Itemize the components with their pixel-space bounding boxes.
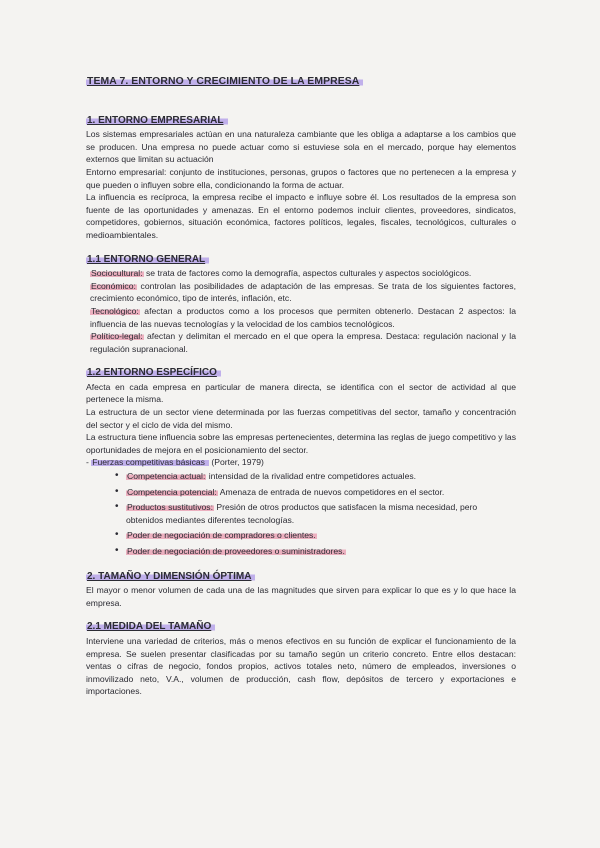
term-highlight: Competencia actual: — [127, 471, 206, 482]
paragraph: La influencia es recíproca, la empresa recibe el impacto e influye sobre él. Los resultados de la empresa son fuente de las oportunidades y amenazas. En el entorno podemos incluir clientes, proveedores, sindicatos, competidores, gobiernos, situación económica, factores políticos, legales, fiscales, tecnológicos, culturales o medioambientales. — [86, 192, 516, 240]
heading-entorno-especifico — [86, 367, 516, 380]
heading-entorno-empresarial — [86, 115, 516, 128]
term-description: Amenaza de entrada de nuevos competidores en el sector. — [217, 486, 445, 497]
term-description: se trata de factores como la demografía, aspectos culturales y aspectos sociológicos. — [143, 268, 472, 279]
term-highlight: Tecnológico: — [91, 305, 139, 316]
heading-medida-tamano — [86, 621, 516, 634]
heading-text: 1.1 ENTORNO GENERAL — [86, 254, 209, 265]
dash: - — [86, 457, 92, 468]
term-highlight: Fuerzas competitivas básicas — [91, 457, 209, 467]
paragraph: Entorno empresarial: conjunto de instituciones, personas, grupos o factores que no pertenecen a la empresa y que pueden o influyen sobre ella, condicionando la forma de actuar. — [86, 166, 516, 190]
forces-line — [86, 456, 516, 469]
term-highlight: Competencia potencial: — [127, 486, 217, 497]
term-highlight: Productos sustitutivos: — [127, 502, 213, 513]
paragraph-economico — [86, 280, 516, 305]
term-highlight: Sociocultural: — [91, 268, 143, 279]
paragraph-tecnologico — [86, 305, 516, 330]
page-title — [86, 76, 516, 89]
title-text: TEMA 7. ENTORNO Y CRECIMIENTO DE LA EMPRESA — [86, 76, 363, 87]
heading-text: 2. TAMAÑO Y DIMENSIÓN ÓPTIMA — [86, 571, 255, 582]
list-item — [126, 529, 516, 542]
term-highlight: Poder de negociación de compradores o clientes. — [127, 530, 316, 541]
term-description: afectan y delimitan el mercado en el que opera la empresa. Destaca: regulación nacional y la regulación supranacional. — [90, 331, 516, 354]
heading-entorno-general — [86, 254, 516, 267]
paragraph: Interviene una variedad de criterios, más o menos efectivos en su función de explicar el funcionamiento de la empresa. Se suelen presentar clasificadas por su tamaño según un criterio concreto. Entre ellos destacan: ventas o cifras de negocio, fondos propios, activos totales neto, número de empleados, inversiones o inmovilizado neto, V.A., volumen de producción, cash flow, depósitos de tercero y exportaciones e importaciones. — [86, 635, 516, 697]
paragraph-politico-legal — [86, 330, 516, 355]
paragraph-sociocultural — [86, 267, 516, 280]
paragraph: El mayor o menor volumen de cada una de las magnitudes que sirven para explicar lo que es y lo que hace la empresa. — [86, 585, 516, 608]
term-description: controlan las posibilidades de adaptación de las empresas. Se trata de los siguientes factores, crecimiento económico, tipo de interés, inflación, etc. — [90, 280, 516, 304]
term-highlight: Económico: — [91, 280, 136, 291]
term-highlight: Político-legal: — [91, 331, 143, 342]
heading-text: 1. ENTORNO EMPRESARIAL — [86, 115, 228, 126]
list-item — [126, 470, 516, 483]
list-item — [126, 545, 516, 558]
heading-text: 2.1 MEDIDA DEL TAMAÑO — [86, 621, 215, 632]
paragraph: La estructura tiene influencia sobre las empresas pertenecientes, determina las reglas de juego competitivo y las oportunidades de mejora en el posicionamiento del sector. — [86, 432, 516, 455]
paragraph: Los sistemas empresariales actúan en una naturaleza cambiante que les obliga a adaptarse a los cambios que se producen. Una empresa no puede actuar como si estuviese sola en el mercado, porque hay elementos externos que limitan su actuación — [86, 129, 516, 165]
paragraph: Afecta en cada empresa en particular de manera directa, se identifica con el sector de actividad al que pertenece la misma. — [86, 381, 516, 405]
paragraph: La estructura de un sector viene determinada por las fuerzas competitivas del sector, tamaño y concentración del sector y el ciclo de vida del mismo. — [86, 407, 516, 430]
list-item — [126, 486, 516, 499]
forces-list — [86, 470, 516, 558]
heading-tamano-dimension — [86, 571, 516, 584]
term-description: Presión de otros productos que satisfacen la misma necesidad, pero obtenidos mediantes diferentes tecnologías. — [126, 502, 478, 525]
term-description: intensidad de la rivalidad entre competidores actuales. — [206, 471, 417, 482]
term-description: afectan a productos como a los procesos que permiten obtenerlo. Destacan 2 aspectos: la influencia de las nuevas tecnologías y la velocidad de los cambios tecnológicos. — [90, 305, 516, 329]
term-highlight: Poder de negociación de proveedores o suministradores. — [127, 546, 345, 556]
citation: (Porter, 1979) — [208, 457, 264, 468]
heading-text: 1.2 ENTORNO ESPECÍFICO — [86, 367, 221, 378]
list-item — [126, 501, 516, 526]
